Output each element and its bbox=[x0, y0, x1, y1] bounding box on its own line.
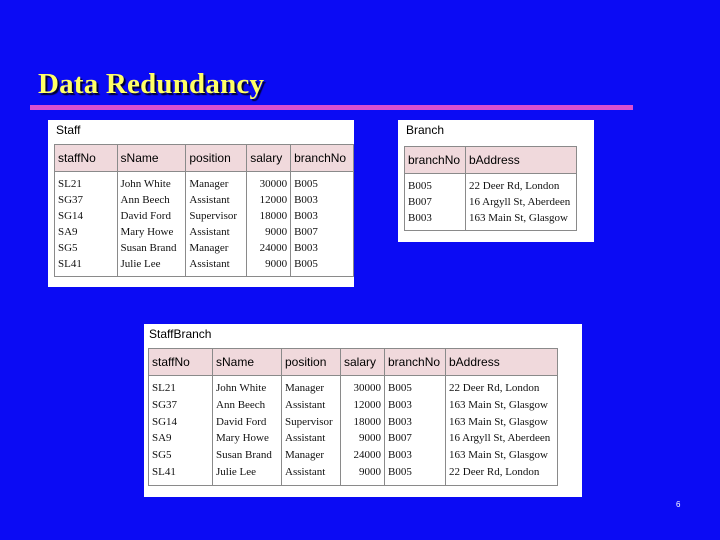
table-cell: B005 bbox=[385, 376, 446, 397]
table-cell: B007 bbox=[385, 430, 446, 447]
table-cell: Assistant bbox=[282, 397, 341, 414]
staffbranch-col-header: position bbox=[282, 349, 341, 376]
staffbranch-col-header: bAddress bbox=[446, 349, 558, 376]
table-cell: SL41 bbox=[149, 464, 213, 485]
page-number: 6 bbox=[676, 500, 681, 509]
title-underline-rule bbox=[30, 105, 633, 110]
table-cell: 9000 bbox=[247, 224, 291, 240]
table-cell: B005 bbox=[291, 256, 354, 277]
table-cell: SL21 bbox=[55, 172, 118, 193]
table-cell: 30000 bbox=[247, 172, 291, 193]
table-cell: 22 Deer Rd, London bbox=[466, 174, 577, 195]
table-cell: SL21 bbox=[149, 376, 213, 397]
table-cell: SG5 bbox=[149, 447, 213, 464]
table-cell: 12000 bbox=[247, 192, 291, 208]
table-row bbox=[55, 240, 354, 256]
staffbranch-table-panel bbox=[144, 324, 582, 497]
table-row bbox=[149, 430, 558, 447]
table-row bbox=[405, 210, 577, 231]
table-cell: B003 bbox=[385, 397, 446, 414]
table-row bbox=[405, 194, 577, 210]
table-cell: Assistant bbox=[282, 430, 341, 447]
staff-table-panel bbox=[48, 120, 354, 287]
table-cell: Mary Howe bbox=[213, 430, 282, 447]
table-cell: 18000 bbox=[247, 208, 291, 224]
table-cell: 24000 bbox=[247, 240, 291, 256]
table-cell: B007 bbox=[405, 194, 466, 210]
branch-table-caption: Branch bbox=[406, 123, 445, 137]
table-cell: Susan Brand bbox=[213, 447, 282, 464]
table-row bbox=[55, 192, 354, 208]
table-cell: 163 Main St, Glasgow bbox=[466, 210, 577, 231]
table-cell: B007 bbox=[291, 224, 354, 240]
table-cell: 163 Main St, Glasgow bbox=[446, 414, 558, 431]
table-cell: 24000 bbox=[341, 447, 385, 464]
table-cell: Manager bbox=[282, 376, 341, 397]
table-row bbox=[149, 447, 558, 464]
table-cell: SA9 bbox=[55, 224, 118, 240]
table-cell: Assistant bbox=[186, 256, 247, 277]
table-cell: SL41 bbox=[55, 256, 118, 277]
table-cell: 12000 bbox=[341, 397, 385, 414]
table-cell: B005 bbox=[385, 464, 446, 485]
table-cell: SG37 bbox=[55, 192, 118, 208]
table-cell: 22 Deer Rd, London bbox=[446, 464, 558, 485]
staff-header-row bbox=[55, 145, 354, 172]
table-cell: 22 Deer Rd, London bbox=[446, 376, 558, 397]
table-cell: B003 bbox=[405, 210, 466, 231]
table-row bbox=[55, 256, 354, 277]
table-cell: SG37 bbox=[149, 397, 213, 414]
branch-table-panel bbox=[398, 120, 594, 242]
table-row bbox=[149, 397, 558, 414]
table-cell: Mary Howe bbox=[117, 224, 186, 240]
staffbranch-header-row bbox=[149, 349, 558, 376]
staffbranch-col-header: staffNo bbox=[149, 349, 213, 376]
staff-col-header: position bbox=[186, 145, 247, 172]
staffbranch-col-header: branchNo bbox=[385, 349, 446, 376]
table-cell: 9000 bbox=[341, 464, 385, 485]
table-cell: SG5 bbox=[55, 240, 118, 256]
table-cell: B003 bbox=[291, 192, 354, 208]
table-cell: 9000 bbox=[247, 256, 291, 277]
table-cell: David Ford bbox=[213, 414, 282, 431]
branch-header-row bbox=[405, 147, 577, 174]
table-row bbox=[55, 224, 354, 240]
staff-table-caption: Staff bbox=[56, 123, 81, 137]
table-cell: Supervisor bbox=[186, 208, 247, 224]
table-cell: B005 bbox=[405, 174, 466, 195]
table-cell: B003 bbox=[385, 414, 446, 431]
table-row bbox=[149, 376, 558, 397]
staffbranch-col-header: sName bbox=[213, 349, 282, 376]
table-cell: David Ford bbox=[117, 208, 186, 224]
table-cell: John White bbox=[117, 172, 186, 193]
staff-table bbox=[54, 144, 354, 277]
table-cell: SA9 bbox=[149, 430, 213, 447]
staffbranch-table-caption: StaffBranch bbox=[149, 327, 212, 341]
table-cell: B005 bbox=[291, 172, 354, 193]
table-cell: 163 Main St, Glasgow bbox=[446, 397, 558, 414]
table-cell: Assistant bbox=[282, 464, 341, 485]
table-cell: Supervisor bbox=[282, 414, 341, 431]
table-row bbox=[55, 208, 354, 224]
branch-col-header: branchNo bbox=[405, 147, 466, 174]
table-cell: B003 bbox=[385, 447, 446, 464]
branch-table bbox=[404, 146, 577, 231]
table-cell: Julie Lee bbox=[213, 464, 282, 485]
staffbranch-col-header: salary bbox=[341, 349, 385, 376]
table-cell: Manager bbox=[282, 447, 341, 464]
table-cell: Ann Beech bbox=[117, 192, 186, 208]
table-cell: Susan Brand bbox=[117, 240, 186, 256]
table-cell: 9000 bbox=[341, 430, 385, 447]
slide-title: Data Redundancy bbox=[38, 68, 265, 100]
table-cell: 30000 bbox=[341, 376, 385, 397]
table-cell: Assistant bbox=[186, 224, 247, 240]
table-cell: 16 Argyll St, Aberdeen bbox=[466, 194, 577, 210]
staff-col-header: sName bbox=[117, 145, 186, 172]
staff-col-header: salary bbox=[247, 145, 291, 172]
table-cell: Ann Beech bbox=[213, 397, 282, 414]
table-cell: 16 Argyll St, Aberdeen bbox=[446, 430, 558, 447]
table-cell: Manager bbox=[186, 172, 247, 193]
table-cell: 18000 bbox=[341, 414, 385, 431]
table-cell: SG14 bbox=[55, 208, 118, 224]
table-cell: Assistant bbox=[186, 192, 247, 208]
table-cell: SG14 bbox=[149, 414, 213, 431]
table-row bbox=[149, 414, 558, 431]
table-row bbox=[149, 464, 558, 485]
branch-col-header: bAddress bbox=[466, 147, 577, 174]
table-cell: Manager bbox=[186, 240, 247, 256]
table-cell: B003 bbox=[291, 240, 354, 256]
staff-col-header: staffNo bbox=[55, 145, 118, 172]
table-cell: 163 Main St, Glasgow bbox=[446, 447, 558, 464]
staff-col-header: branchNo bbox=[291, 145, 354, 172]
staffbranch-table bbox=[148, 348, 558, 486]
table-cell: John White bbox=[213, 376, 282, 397]
table-cell: B003 bbox=[291, 208, 354, 224]
table-row bbox=[55, 172, 354, 193]
table-cell: Julie Lee bbox=[117, 256, 186, 277]
table-row bbox=[405, 174, 577, 195]
